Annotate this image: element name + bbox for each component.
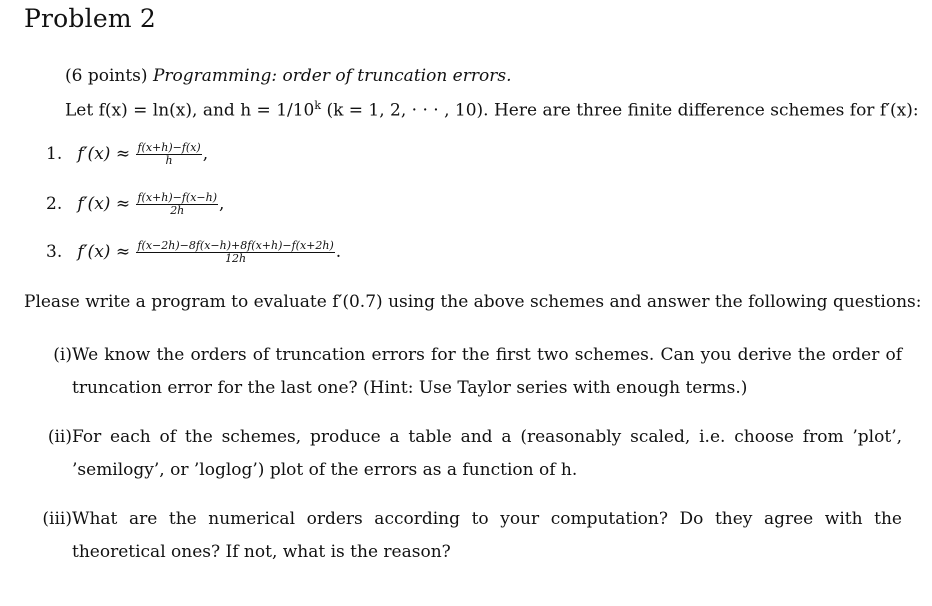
question-text: We know the orders of truncation errors for the first two schemes. Can you derive the order of truncation error for the last one? (Hint: Use Taylor series with enough terms.): [72, 345, 902, 398]
question-label: (i): [53, 345, 72, 365]
scheme-lhs: f′(x) ≈: [77, 144, 131, 164]
scheme-lhs: f′(x) ≈: [77, 194, 131, 214]
setup-exponent: k: [314, 99, 322, 112]
fraction-numerator: f(x+h)−f(x−h): [137, 191, 218, 204]
scheme-number: 2.: [46, 194, 63, 214]
scheme-fraction: [136, 142, 201, 167]
scheme-number: 1.: [46, 144, 63, 164]
fraction-numerator: f(x−2h)−8f(x−h)+8f(x+h)−f(x+2h): [137, 239, 334, 252]
fraction-denominator: h: [165, 154, 173, 167]
setup-line: [65, 99, 919, 121]
scheme-item-3: [46, 240, 341, 265]
scheme-punct: ,: [219, 194, 225, 214]
question-text: What are the numerical orders according to your computation? Do they agree with the theoretical ones? If not, what is the reason?: [72, 509, 902, 562]
scheme-punct: ,: [202, 144, 209, 164]
question-ii: [40, 421, 902, 487]
setup-text: Let f(x) = ln(x), and h = 1/10: [65, 100, 315, 121]
question-label: (ii): [47, 427, 72, 447]
scheme-punct: .: [335, 242, 342, 262]
scheme-number: 3.: [46, 242, 63, 262]
scheme-item-1: [46, 142, 208, 167]
instruction-text: Please write a program to evaluate f′(0.7) using the above schemes and answer the following questions:: [24, 292, 922, 312]
fraction-denominator: 2h: [170, 204, 185, 217]
scheme-fraction: [136, 240, 334, 265]
topic-label: Programming: order of truncation errors.: [152, 66, 512, 86]
question-i: [40, 339, 902, 405]
question-label: (iii): [42, 509, 72, 529]
intro-line: [65, 66, 511, 86]
problem-title: Problem 2: [24, 4, 156, 33]
question-text: For each of the schemes, produce a table and a (reasonably scaled, i.e. choose from ’plot’, ’semilogy’, or ’loglog’) plot of the errors as a function of h.: [72, 427, 902, 480]
setup-tail: (k = 1, 2, · · · , 10). Here are three finite difference schemes for f′(x):: [321, 100, 919, 121]
fraction-denominator: 12h: [225, 252, 247, 265]
scheme-item-2: [46, 192, 224, 217]
scheme-fraction: [136, 192, 218, 217]
fraction-numerator: f(x+h)−f(x): [137, 141, 201, 154]
points-label: (6 points): [65, 66, 148, 86]
question-iii: [40, 503, 902, 569]
scheme-lhs: f′(x) ≈: [77, 242, 131, 262]
